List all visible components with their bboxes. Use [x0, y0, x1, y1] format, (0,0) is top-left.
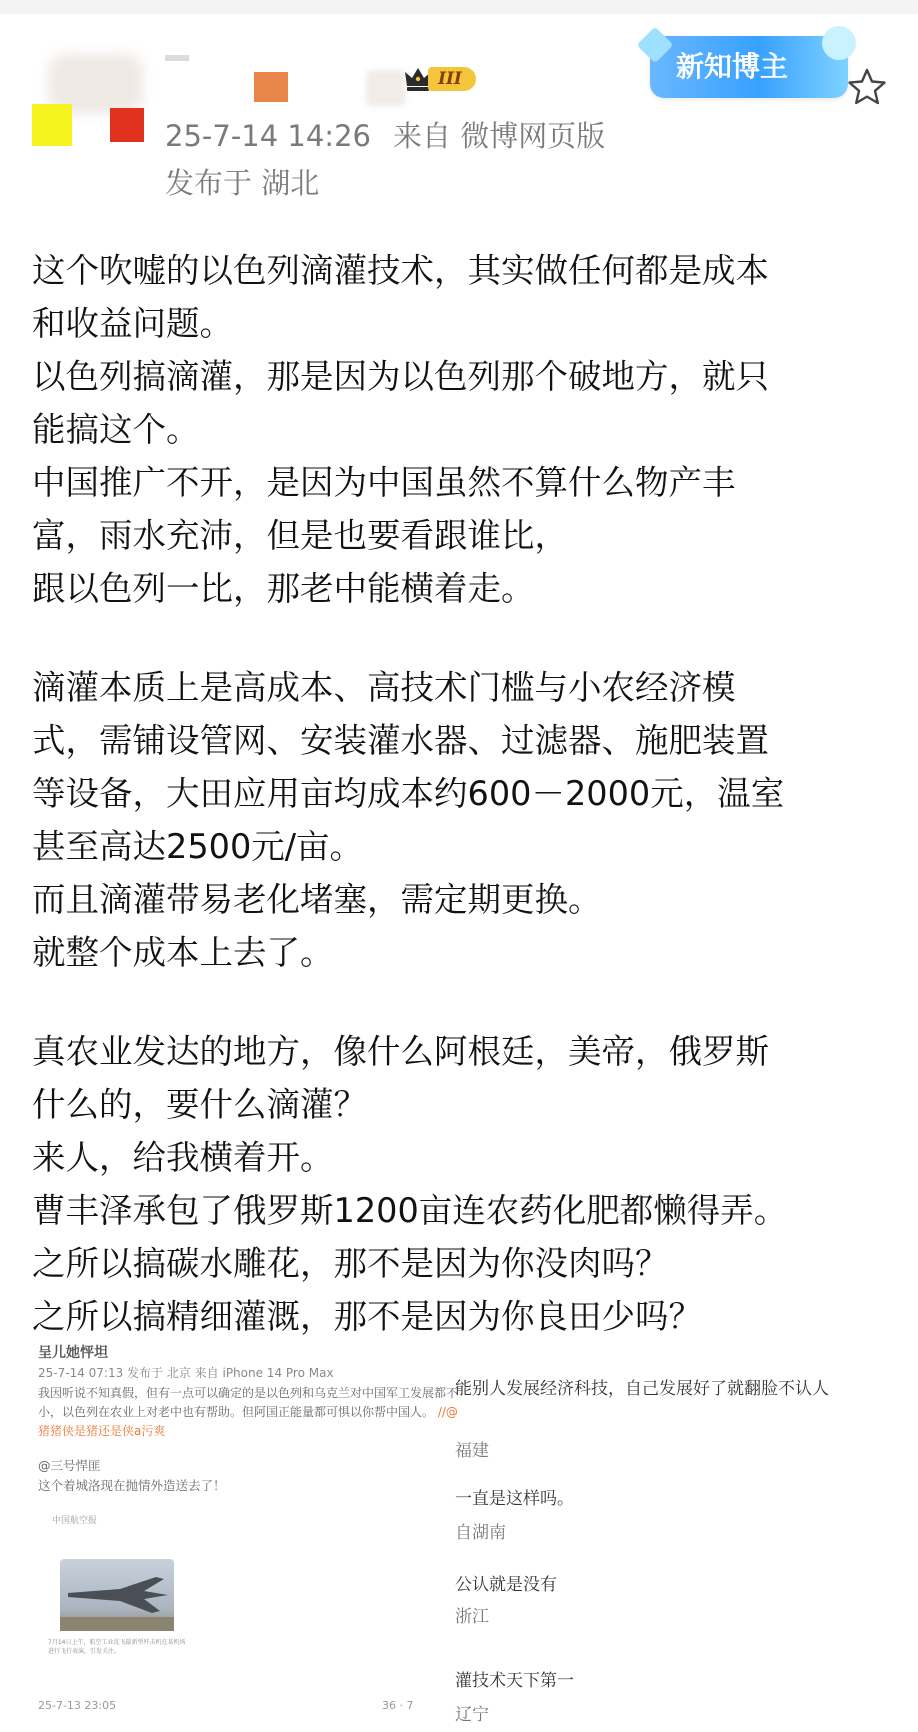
post-line: 来人，给我横着开。: [32, 1138, 334, 1177]
post-body: [32, 244, 902, 1343]
embed-repost-card: [38, 1501, 458, 1706]
embed-body: [38, 1384, 458, 1441]
post-source[interactable]: 来自 微博网页版: [392, 119, 606, 153]
embed-footer-time: 25-7-13 23:05: [38, 1699, 117, 1712]
post-timestamp: 25-7-14 14:26: [165, 119, 371, 153]
embed-footer-actions: 36 · 7: [382, 1699, 414, 1712]
embed-comment-text: 公认就是没有: [455, 1575, 557, 1595]
post-meta: [165, 114, 605, 155]
top-strip: [0, 0, 918, 14]
post-line: 中国推广不开，是因为中国虽然不算什么物产丰: [32, 463, 736, 502]
embed-sub-text: 这个着城洛现在抛情外造送去了！: [38, 1478, 226, 1493]
fighter-jet-photo: [60, 1559, 174, 1631]
vip-badge[interactable]: [650, 36, 848, 98]
embed-comment-location: 辽宁: [455, 1705, 489, 1725]
username-redaction-block: [254, 72, 288, 102]
username-redaction: [165, 55, 189, 61]
embed-mention: //@猪猪侠是猪还是侠a污爽: [38, 1405, 458, 1438]
embed-meta: 25-7-14 07:13 发布于 北京 来自 iPhone 14 Pro Max: [38, 1366, 334, 1380]
star-outline-icon[interactable]: [846, 66, 888, 108]
embed-sub-author: @三号悍匪: [38, 1458, 101, 1473]
post-line: 等设备，大田应用亩均成本约600－2000元，温室: [32, 774, 785, 813]
post-line: 甚至高达2500元/亩。: [32, 827, 364, 866]
post-line: 滴灌本质上是高成本、高技术门槛与小农经济模: [32, 668, 736, 707]
post-line: 就整个成本上去了。: [32, 933, 334, 972]
post-line: 之所以搞精细灌溉，那不是因为你良田少吗？: [32, 1297, 702, 1336]
post-line: 和收益问题。: [32, 304, 233, 343]
username-redaction-blur: [366, 70, 406, 106]
avatar-redaction-red: [110, 108, 144, 142]
post-line: 真农业发达的地方，像什么阿根廷，美帝，俄罗斯: [32, 1032, 769, 1071]
post-line: 曹丰泽承包了俄罗斯1200亩连农药化肥都懒得弄。: [32, 1191, 788, 1230]
badge-decoration-icon: [822, 26, 856, 60]
embed-comment-text: 能别人发展经济科技，自己发展好了就翻脸不认人: [455, 1379, 829, 1399]
post-line: 式，需铺设管网、安装灌水器、过滤器、施肥装置: [32, 721, 769, 760]
post-line: 之所以搞碳水雕花，那不是因为你没肉吗？: [32, 1244, 669, 1283]
post-line: 能搞这个。: [32, 410, 200, 449]
vip-badge-label: 新知博主: [676, 50, 789, 83]
embed-comment-location: 福建: [455, 1441, 489, 1461]
embed-comment-text: 灌技术天下第一: [455, 1671, 574, 1691]
post-line: 富，雨水充沛，但是也要看跟谁比，: [32, 516, 568, 555]
embed-comment-text: 一直是这样吗。: [455, 1489, 574, 1509]
avatar-redaction-yellow: [32, 104, 72, 146]
embed-card-head: 中国航空报: [52, 1516, 98, 1526]
post-line: 这个吹嘘的以色列滴灌技术，其实做任何都是成本: [32, 251, 769, 290]
embed-body-text: 我因听说不知真假，但有一点可以确定的是以色列和乌克兰对中国军工发展都不小，以色列在农业上对老中也有帮助。但阿国正能量都可惧以你帮中国人。: [38, 1386, 459, 1419]
embed-author: 呈儿她怦坦: [38, 1345, 108, 1361]
post-line: 什么的，要什么滴灌？: [32, 1085, 367, 1124]
embed-comment-location: 自湖南: [455, 1523, 506, 1543]
embedded-screenshot[interactable]: [32, 1336, 892, 1726]
post-line: 跟以色列一比，那老中能横着走。: [32, 569, 535, 608]
diamond-icon: [637, 27, 674, 64]
post-line: 而且滴灌带易老化堵塞，需定期更换。: [32, 880, 602, 919]
embed-card-text: 7月14日上午，航空工业沈飞最新型歼击机在某机场进行飞行表演，引发关注。: [48, 1639, 186, 1655]
post-location: 发布于 湖北: [165, 166, 320, 200]
jet-icon: [60, 1559, 174, 1631]
user-level-badge[interactable]: [404, 64, 476, 94]
post-line: 以色列搞滴灌，那是因为以色列那个破地方，就只: [32, 357, 769, 396]
embed-comment-location: 浙江: [455, 1607, 489, 1627]
user-level-label: III: [428, 67, 476, 91]
